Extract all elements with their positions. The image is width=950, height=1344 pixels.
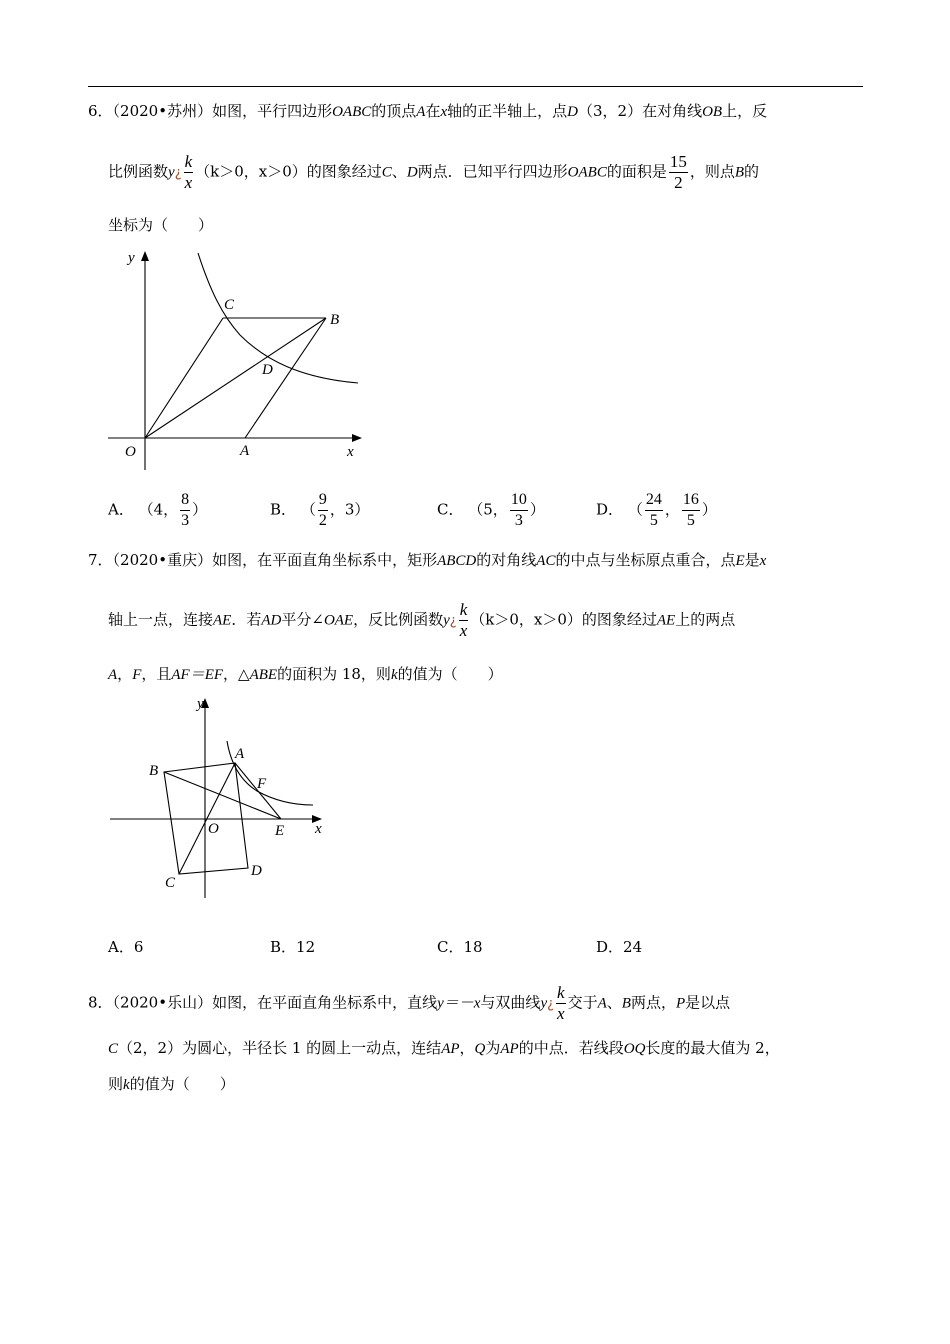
q7-label-E: E [275, 823, 285, 839]
q7-option-D[interactable]: D．24 [596, 938, 643, 956]
q6-option-A[interactable]: A． （4， $\frac{8}{3}$ ） [108, 491, 208, 529]
q7-line-3: A，F，且AF＝EF，△ABE的面积为 18，则k的值为（ ） [108, 665, 503, 683]
q8-line-1: 8．（2020•乐山）如图，在平面直角坐标系中，直线y＝－x与双曲线y¿ $\frac{k}{x}$ 交于A、B两点，P是以点 [88, 983, 731, 1023]
q6-label-B: B [330, 312, 340, 328]
area-fraction: $\frac{15}{2}$ [669, 152, 687, 192]
q6-option-D[interactable]: D． （ $\frac{24}{5}$ ， $\frac{16}{5}$ ） [596, 491, 717, 529]
q7-figure [105, 693, 335, 903]
header-rule [88, 86, 863, 87]
q6-option-B[interactable]: B． （ $\frac{9}{2}$ ，3） [270, 491, 370, 529]
q7-label-y: y [197, 696, 204, 712]
q7-label-x: x [315, 821, 322, 837]
q6-figure [100, 245, 370, 470]
q7-label-C: C [165, 875, 176, 891]
q7-label-B: B [149, 763, 159, 779]
q6-label-x: x [347, 444, 354, 460]
q7-label-F: F [257, 776, 267, 792]
q7-option-B[interactable]: B．12 [270, 938, 316, 956]
q6-line-1: 6．（2020•苏州）如图，平行四边形OABC的顶点A在x轴的正半轴上，点D（3，2）在对角线OB上，反 [88, 102, 768, 120]
q6-label-D: D [262, 362, 273, 378]
q7-label-D: D [251, 863, 262, 879]
q6-line-2: 比例函数y¿ $\frac{k}{x}$ （k＞0，x＞0）的图象经过C、D两点．已知平行四边形OABC的面积是 $\frac{15}{2}$ ，则点B的 [108, 152, 760, 192]
q7-option-C[interactable]: C．18 [437, 938, 483, 956]
q6-label-O: O [125, 444, 136, 460]
q6-line-3: 坐标为（ ） [108, 216, 214, 234]
q6-label-C: C [224, 297, 235, 313]
q7-line-2: 轴上一点，连接AE．若AD平分∠OAE，反比例函数y¿ $\frac{k}{x}$ （k＞0，x＞0）的图象经过AE上的两点 [108, 600, 736, 640]
k-over-x-fraction: $\frac{k}{x}$ [184, 152, 193, 192]
q6-label-y: y [128, 250, 135, 266]
q6-label-A: A [240, 443, 250, 459]
q8-line-2: C（2，2）为圆心，半径长 1 的圆上一动点，连结AP，Q为AP的中点．若线段OQ长度的最大值为 2， [108, 1039, 780, 1057]
q7-label-A: A [235, 746, 245, 762]
q6-option-C[interactable]: C． （5， $\frac{10}{3}$ ） [437, 491, 545, 529]
q7-line-1: 7．（2020•重庆）如图，在平面直角坐标系中，矩形ABCD的对角线AC的中点与坐标原点重合，点E是x [88, 551, 767, 569]
q7-option-A[interactable]: A．6 [108, 938, 144, 956]
q8-line-3: 则k的值为（ ） [108, 1075, 235, 1093]
q7-label-O: O [208, 821, 219, 837]
